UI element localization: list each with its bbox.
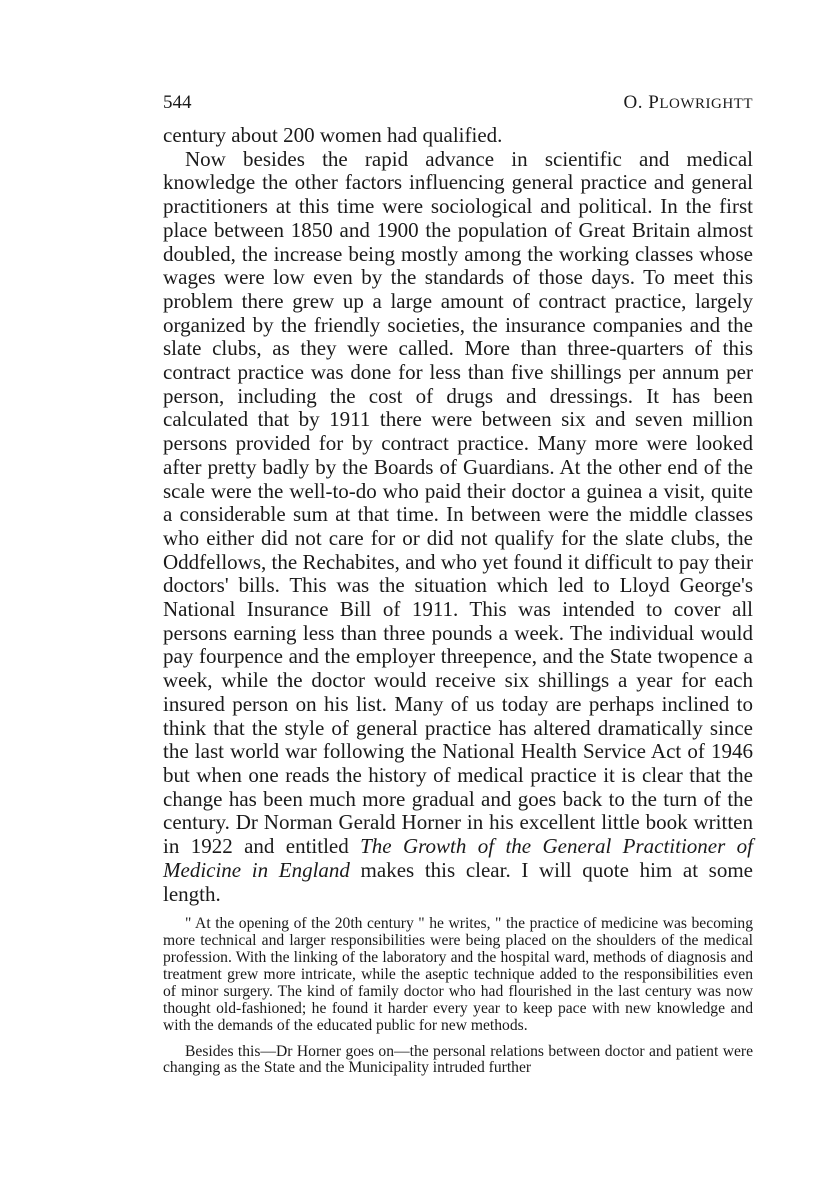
running-head-author	[624, 92, 753, 114]
page-body	[163, 124, 753, 1077]
paragraph-text: Now besides the rapid advance in scientific and medical knowledge the other factors influencing general practice and general practitioners at this time were sociological and political. In the first place between 1850 and 1900 the population of Great Britain almost doubled, the increase being mostly among the working classes whose wages were low even by the standards of those days. To meet this problem there grew up a large amount of contract practice, largely organized by the friendly societies, the insurance companies and the slate clubs, as they were called. More than three-quarters of this contract practice was done for less than five shillings per annum per person, including the cost of drugs and dressings. It has been calculated that by 1911 there were between six and seven million persons provided for by contract practice. Many more were looked after pretty badly by the Boards of Guardians. At the other end of the scale were the well-to-do who paid their doctor a guinea a visit, quite a considerable sum at that time. In between were the middle classes who either did not care for or did not qualify for the slate clubs, the Oddfellows, the Rechabites, and who yet found it difficult to pay their doctors' bills. This was the situation which led to Lloyd George's National Insurance Bill of 1911. This was intended to cover all persons earning less than three pounds a week. The individual would pay fourpence and the employer threepence, and the State twopence a week, while the doctor would receive six shillings a year for each insured person on his list. Many of us today are perhaps inclined to think that the style of general practice has altered dramatically since the last world war following the National Health Service Act of 1946 but when one reads the history of medical practice it is clear that the change has been much more gradual and goes back to the turn of the century. Dr Norman Gerald Horner in his excellent little book written in 1922 and entitled	[163, 146, 753, 859]
author-initial: O. P	[623, 92, 660, 113]
author-surname-smallcaps: LOWRIGHTT	[659, 96, 753, 112]
page-number: 544	[163, 92, 192, 113]
paragraph-continuation: century about 200 women had qualified.	[163, 123, 503, 147]
paragraph-sociological-factors	[163, 148, 753, 907]
page-header	[163, 92, 753, 122]
block-quote	[163, 916, 753, 1077]
main-text	[163, 124, 753, 906]
quote-paragraph: Besides this—Dr Horner goes on—the personal relations between doctor and patient were changing as the State and the Municipality intruded further	[163, 1042, 753, 1077]
book-title: The Growth of the General Practitioner of Medicine in England	[163, 834, 753, 882]
paragraph-text-end: makes this clear. I will quote him at some length.	[163, 857, 754, 906]
quote-paragraph: " At the opening of the 20th century " he writes, " the practice of medicine was becoming more technical and larger responsibilities were being placed on the shoulders of the medical profession. With the linking of the laboratory and the hospital ward, methods of diagnosis and treatment grew more intricate, while the aseptic technique added to the responsibilities even of minor surgery. The kind of family doctor who had flourished in the last century was now thought old-fashioned; he found it harder every year to keep pace with new knowledge and with the demands of the educated public for new methods.	[163, 915, 753, 1034]
